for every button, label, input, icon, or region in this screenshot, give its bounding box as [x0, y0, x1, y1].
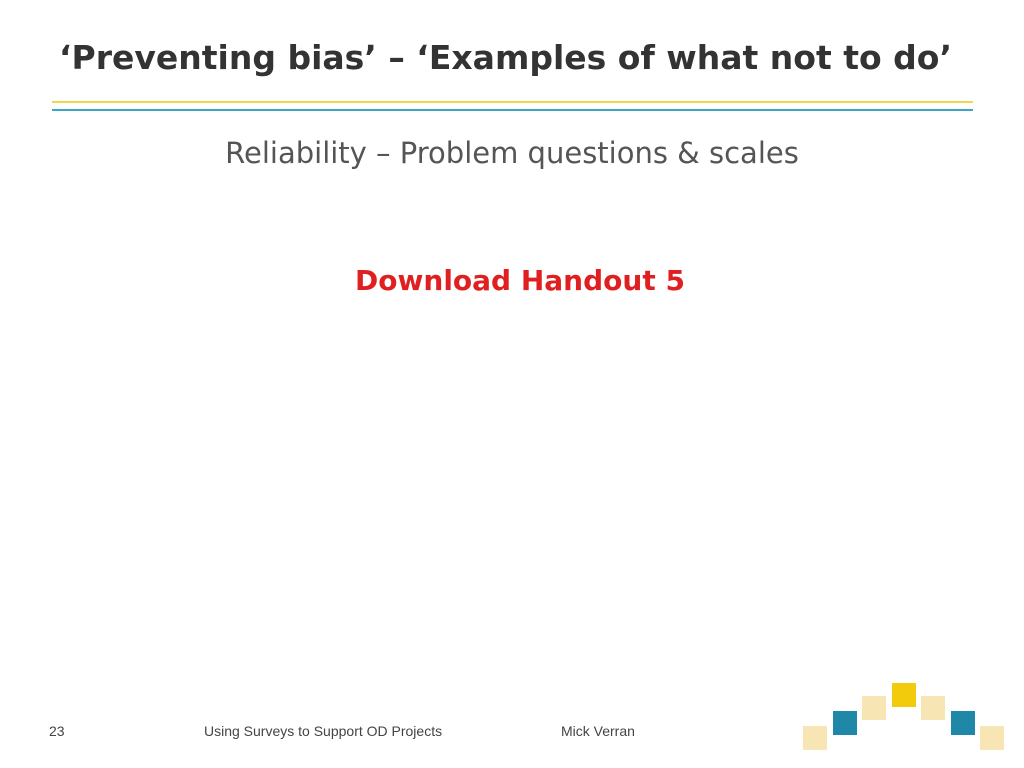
title-rule-blue [52, 109, 973, 111]
footer-author: Mick Verran [561, 723, 635, 739]
square-pale [980, 726, 1004, 750]
page-number: 23 [49, 723, 65, 739]
square-pale [862, 696, 886, 720]
square-pale [803, 726, 827, 750]
download-handout-link[interactable]: Download Handout 5 [355, 264, 685, 297]
footer-presentation-title: Using Surveys to Support OD Projects [204, 723, 443, 739]
slide-subtitle: Reliability – Problem questions & scales [225, 136, 799, 170]
decorative-squares [800, 680, 1010, 752]
square-yellow [892, 683, 916, 707]
square-blue [951, 711, 975, 735]
square-pale [921, 696, 945, 720]
slide-title: ‘Preventing bias’ – ‘Examples of what not to do’ [59, 38, 952, 77]
title-rule-yellow [52, 101, 973, 103]
square-blue [833, 711, 857, 735]
